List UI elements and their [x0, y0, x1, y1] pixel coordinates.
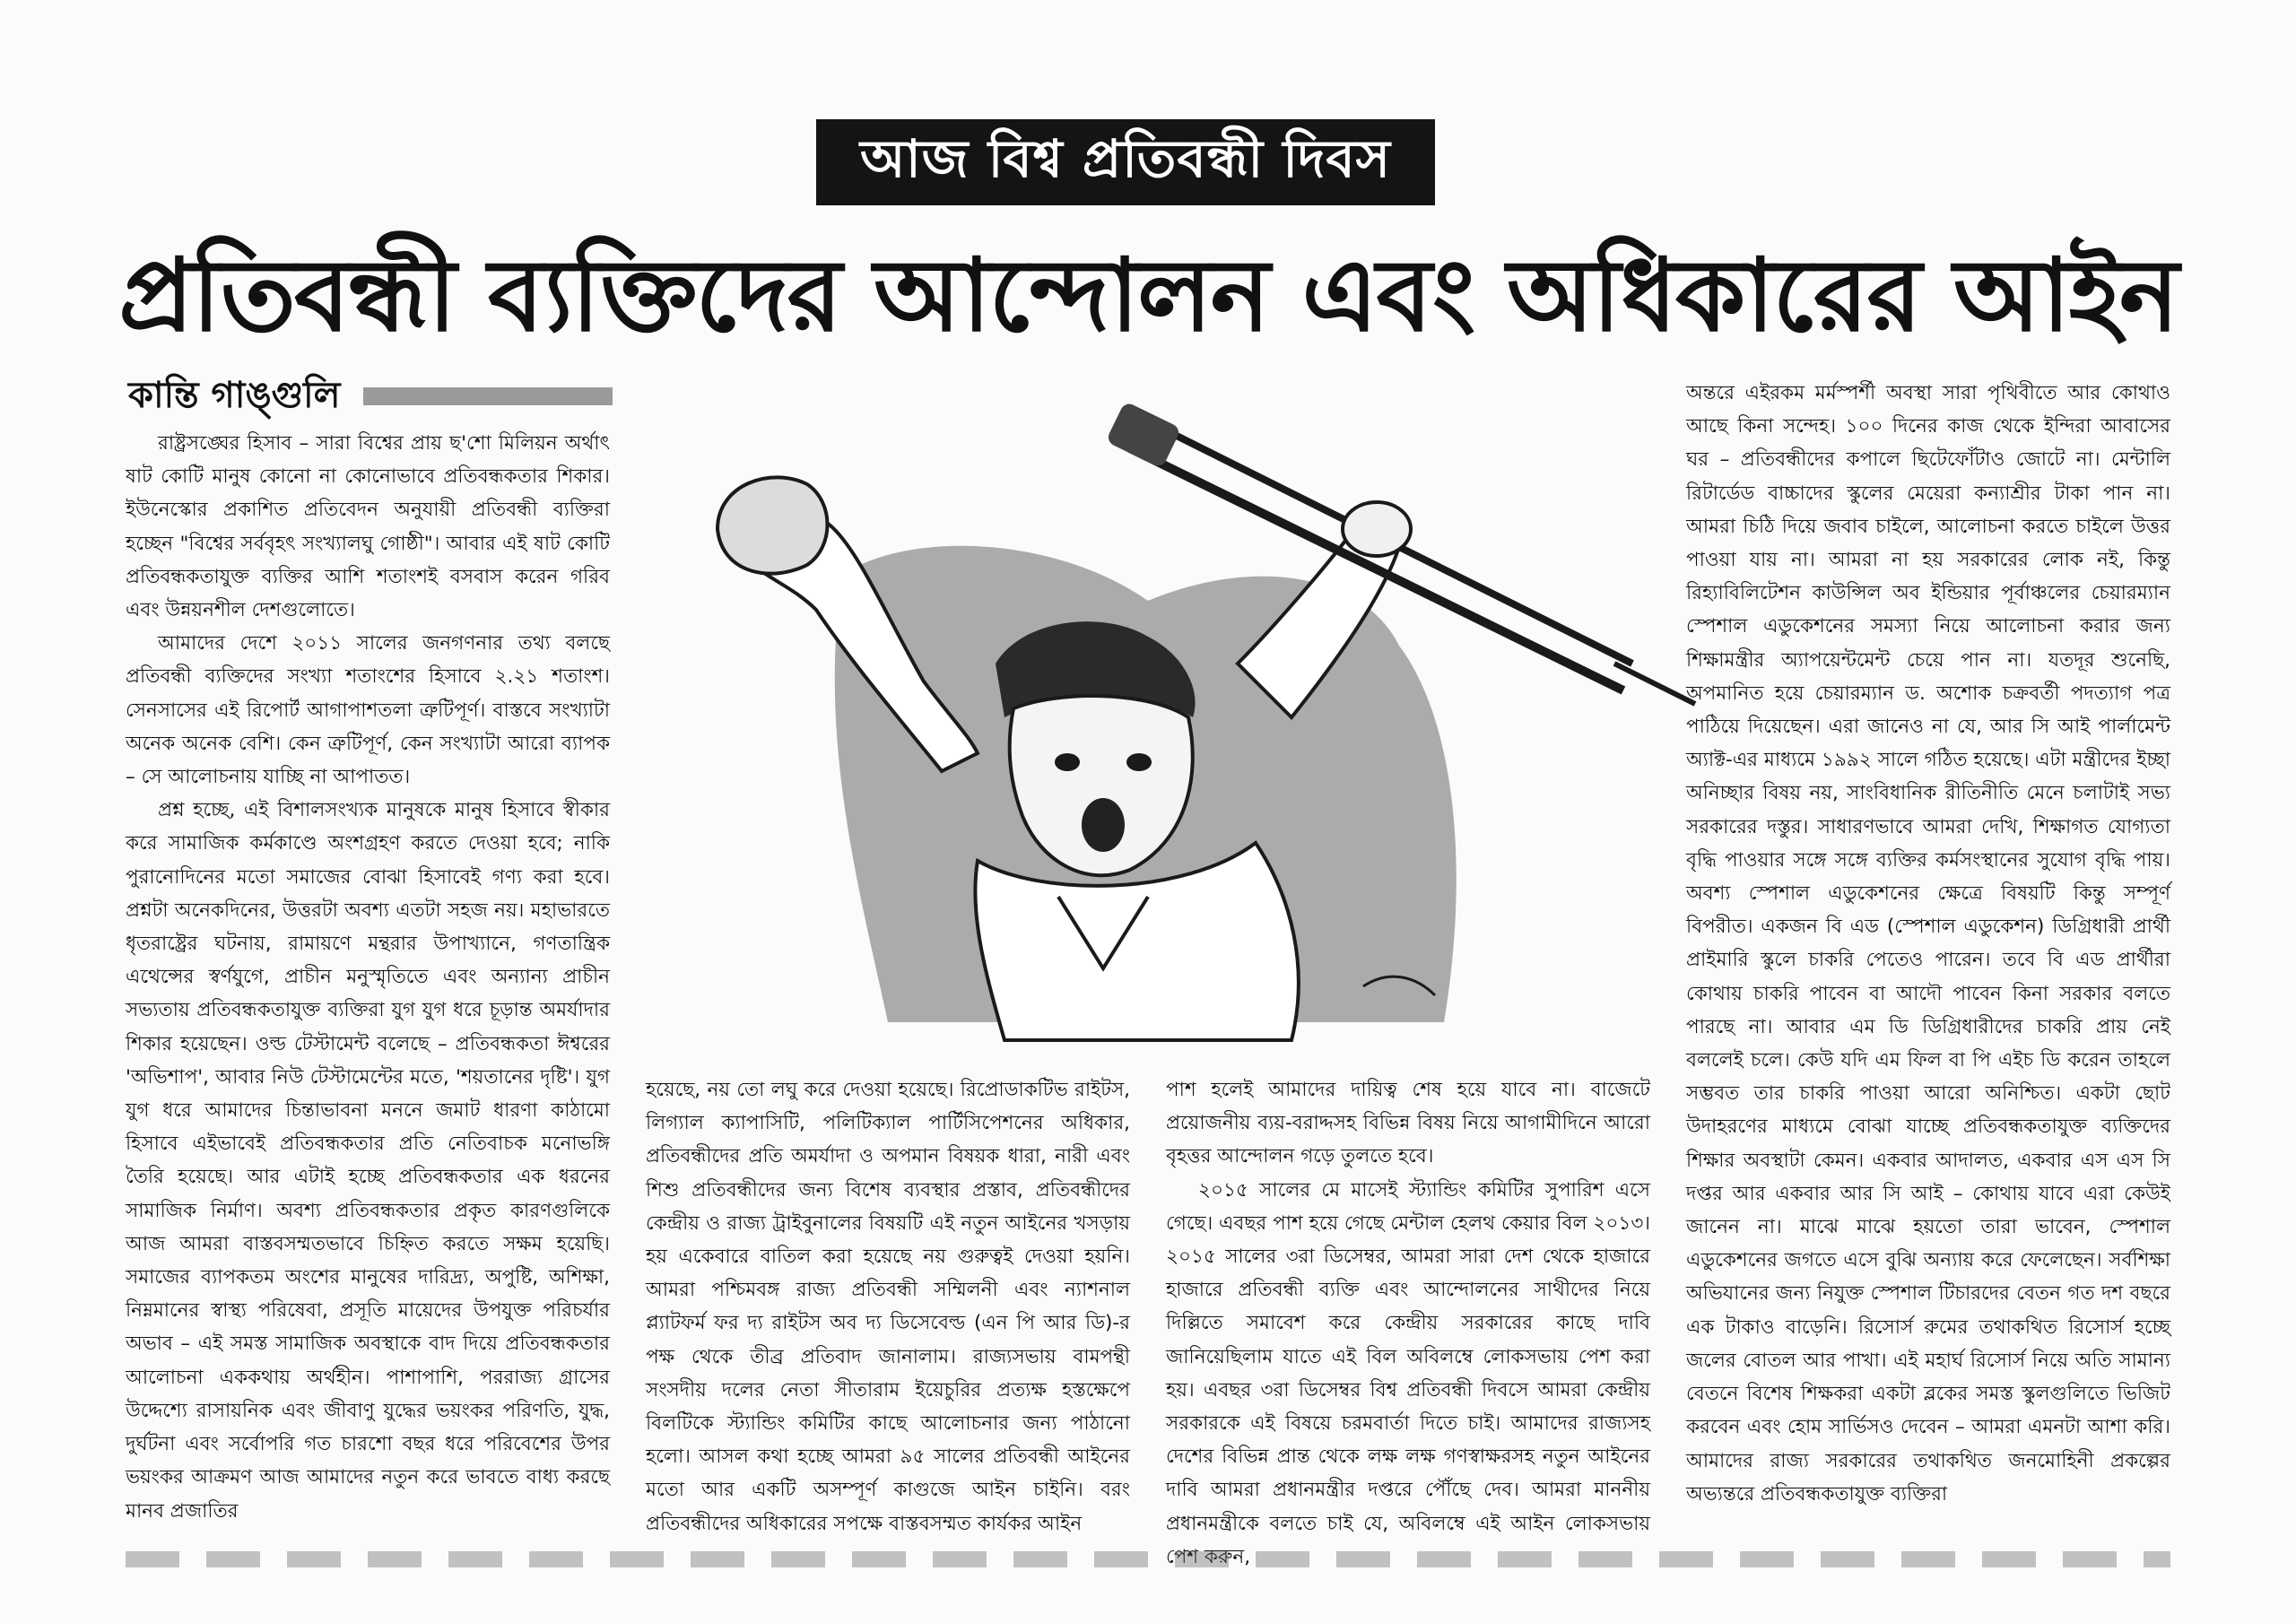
article-column-1	[126, 427, 610, 1555]
paragraph: পাশ হলেই আমাদের দায়িত্ব শেষ হয়ে যাবে না। বাজেটে প্রয়োজনীয় ব্যয়-বরাদ্দসহ বিভিন্ন বিষয় নিয়ে আগামীদিনে আরো বৃহত্তর আন্দোলন গড়ে তুলতে হবে।	[1166, 1079, 1650, 1168]
author-name: কান্তি গাঙ্গুলি	[128, 374, 341, 416]
left-fist	[718, 477, 828, 573]
article-column-3	[1166, 1073, 1650, 1568]
article-column-4	[1686, 377, 2170, 1555]
byline	[128, 369, 613, 423]
paragraph: প্রশ্ন হচ্ছে, এই বিশালসংখ্যক মানুষকে মানুষ হিসাবে স্বীকার করে সামাজিক কর্মকাণ্ডে অংশগ্রহণ করতে দেওয়া হবে; নাকি পুরানোদিনের মতো সমাজের বোঝা হিসাবেই গণ্য করা হবে। প্রশ্নটা অনেকদিনের, উত্তরটা অবশ্য এতটা সহজ নয়। মহাভারতে ধৃতরাষ্ট্রের ঘটনায়, রামায়ণে মন্থরার উপাখ্যানে, গণতান্ত্রিক এথেন্সের স্বর্ণযুগে, প্রাচীন মনুস্মৃতিতে এবং অন্যান্য প্রাচীন সভ্যতায় প্রতিবন্ধকতাযুক্ত ব্যক্তিরা যুগ যুগ ধরে চূড়ান্ত অমর্যাদার শিকার হয়েছেন। ওল্ড টেস্টামেন্ট বলেছে – প্রতিবন্ধকতা ঈশ্বরের 'অভিশাপ', আবার নিউ টেস্টামেন্টের মতে, 'শয়তানের দৃষ্টি'। যুগ যুগ ধরে আমাদের চিন্তাভাবনা মননে জমাট ধারণা কাঠামো হিসাবে এইভাবেই প্রতিবন্ধকতার প্রতি নেতিবাচক মনোভঙ্গি তৈরি হয়েছে। আর এটাই হচ্ছে প্রতিবন্ধকতার এক ধরনের সামাজিক নির্মাণ। অবশ্য প্রতিবন্ধকতার প্রকৃত কারণগুলিকে আজ আমরা বাস্তবসম্মতভাবে চিহ্নিত করতে সক্ষম হয়েছি। সমাজের ব্যাপকতম অংশের মানুষের দারিদ্র্য, অপুষ্টি, অশিক্ষা, নিম্নমানের স্বাস্থ্য পরিষেবা, প্রসূতি মায়েদের উপযুক্ত পরিচর্যার অভাব – এই সমস্ত সামাজিক অবস্থাকে বাদ দিয়ে প্রতিবন্ধকতার আলোচনা এককথায় অর্থহীন। পাশাপাশি, পররাজ্য গ্রাসের উদ্দেশ্যে রাসায়নিক এবং জীবাণু যুদ্ধের ভয়ংকর পরিণতি, যুদ্ধ, দুর্ঘটনা এবং সর্বোপরি গত চারশো বছর ধরে পরিবেশের উপর ভয়ংকর আক্রমণ আজ আমাদের নতুন করে ভাবতে বাধ্য করছে মানব প্রজাতির	[126, 799, 610, 1523]
right-fist	[1343, 502, 1411, 556]
paragraph: রাষ্ট্রসঙ্ঘের হিসাব – সারা বিশ্বের প্রায় ছ'শো মিলিয়ন অর্থাৎ ষাট কোটি মানুষ কোনো না কোনোভাবে প্রতিবন্ধকতার শিকার। ইউনেস্কোর প্রকাশিত প্রতিবেদন অনুযায়ী প্রতিবন্ধী ব্যক্তিরা হচ্ছেন "বিশ্বের সর্ববৃহৎ সংখ্যালঘু গোষ্ঠী"। আবার এই ষাট কোটি প্রতিবন্ধকতাযুক্ত ব্যক্তির আশি শতাংশই বসবাস করেন গরিব এবং উন্নয়নশীল দেশগুলোতে।	[126, 432, 610, 622]
headline: প্রতিবন্ধী ব্যক্তিদের আন্দোলন এবং অধিকারের আইন	[118, 238, 2178, 354]
cut-off-text-line	[126, 1551, 2170, 1567]
byline-rule	[363, 387, 613, 405]
protester-with-crutch-illustration	[682, 395, 1668, 1058]
article-column-2	[646, 1073, 1130, 1555]
shouting-mouth	[1082, 798, 1125, 852]
kicker-banner: আজ বিশ্ব প্রতিবন্ধী দিবস	[816, 119, 1435, 205]
right-eye	[1126, 753, 1152, 771]
paragraph: অন্তরে এইরকম মর্মস্পর্শী অবস্থা সারা পৃথিবীতে আর কোথাও আছে কিনা সন্দেহ। ১০০ দিনের কাজ থেকে ইন্দিরা আবাসের ঘর – প্রতিবন্ধীদের কপালে ছিটেফোঁটাও জোটে না। মেন্টালি রিটার্ডেড বাচ্চাদের স্কুলের মেয়েরা কন্যাশ্রীর টাকা পান না। আমরা চিঠি দিয়ে জবাব চাইলে, আলোচনা করতে চাইলে উত্তর পাওয়া যায় না। আমরা না হয় সরকারের লোক নই, কিন্তু রিহ্যাবিলিটেশন কাউন্সিল অব ইন্ডিয়ার পূর্বাঞ্চলের চেয়ারম্যান স্পেশাল এডুকেশনের সমস্যা নিয়ে আলোচনা করার জন্য শিক্ষামন্ত্রীর অ্যাপয়েন্টমেন্ট চেয়ে পান না। যতদূর শুনেছি, অপমানিত হয়ে চেয়ারম্যান ড. অশোক চক্রবর্তী পদত্যাগ পত্র পাঠিয়ে দিয়েছেন। এরা জানেও না যে, আর সি আই পার্লামেন্ট অ্যাক্ট-এর মাধ্যমে ১৯৯২ সালে গঠিত হয়েছে। এটা মন্ত্রীদের ইচ্ছা অনিচ্ছার বিষয় নয়, সাংবিধানিক রীতিনীতি মেনে চলাটাই সভ্য সরকারের দস্তুর। সাধারণভাবে আমরা দেখি, শিক্ষাগত যোগ্যতা বৃদ্ধি পাওয়ার সঙ্গে সঙ্গে ব্যক্তির কর্মসংস্থানের সুযোগ বৃদ্ধি পায়। অবশ্য স্পেশাল এডুকেশনের ক্ষেত্রে বিষয়টি কিন্তু সম্পূর্ণ বিপরীত। একজন বি এড (স্পেশাল এডুকেশন) ডিগ্রিধারী প্রার্থী প্রাইমারি স্কুলে চাকরি পেতেও পারেন। তবে বি এড প্রার্থীরা কোথায় চাকরি পাবেন বা আদৌ পাবেন কিনা সরকার বলতে পারছে না। আবার এম ডি ডিগ্রিধারীদের চাকরি প্রায় নেই বললেই চলে। কেউ যদি এম ফিল বা পি এইচ ডি করেন তাহলে সম্ভবত তার চাকরি পাওয়া আরো অনিশ্চিত। একটা ছোট উদাহরণের মাধ্যমে বোঝা যাচ্ছে প্রতিবন্ধকতাযুক্ত ব্যক্তিদের শিক্ষার অবস্থাটা কেমন। একবার আদালত, একবার এস এস সি দপ্তর আর একবার আর সি আই – কোথায় যাবে এরা কেউই জানেন না। মাঝে মাঝে হয়তো তারা ভাবেন, স্পেশাল এডুকেশনের জগতে এসে বুঝি অন্যায় করে ফেলেছেন। সর্বশিক্ষা অভিযানের জন্য নিযুক্ত স্পেশাল টিচারদের বেতন গত দশ বছরে এক টাকাও বাড়েনি। রিসোর্স রুমের তথাকথিত রিসোর্স হচ্ছে জলের বোতল আর পাখা। এই মহার্ঘ রিসোর্স নিয়ে অতি সামান্য বেতনে বিশেষ শিক্ষকরা একটা ব্লকের সমস্ত স্কুলগুলিতে ভিজিট করবেন এবং হোম সার্ভিসও দেবেন – আমরা এমনটা আশা করি। আমাদের রাজ্য সরকারের তথাকথিত জনমোহিনী প্রকল্পের অভ্যন্তরে প্রতিবন্ধকতাযুক্ত ব্যক্তিরা	[1686, 382, 2170, 1506]
paragraph: আমাদের দেশে ২০১১ সালের জনগণনার তথ্য বলছে প্রতিবন্ধী ব্যক্তিদের সংখ্যা শতাংশের হিসাবে ২.২১ শতাংশ। সেনসাসের এই রিপোর্ট আগাপাশতলা ত্রুটিপূর্ণ। বাস্তবে সংখ্যাটা অনেক অনেক বেশি। কেন ত্রুটিপূর্ণ, কেন সংখ্যাটা আরো ব্যাপক – সে আলোচনায় যাচ্ছি না আপাতত।	[126, 632, 610, 789]
paragraph: হয়েছে, নয় তো লঘু করে দেওয়া হয়েছে। রিপ্রোডাকটিভ রাইটস, লিগ্যাল ক্যাপাসিটি, পলিটিক্যাল পার্টিসিপেশনের অধিকার, প্রতিবন্ধীদের প্রতি অমর্যাদা ও অপমান বিষয়ক ধারা, নারী এবং শিশু প্রতিবন্ধীদের জন্য বিশেষ ব্যবস্থার প্রস্তাব, প্রতিবন্ধীদের কেন্দ্রীয় ও রাজ্য ট্রাইবুনালের বিষয়টি এই নতুন আইনের খসড়ায় হয় একেবারে বাতিল করা হয়েছে নয় গুরুত্বই দেওয়া হয়নি। আমরা পশ্চিমবঙ্গ রাজ্য প্রতিবন্ধী সম্মিলনী এবং ন্যাশনাল প্ল্যাটফর্ম ফর দ্য রাইটস অব দ্য ডিসেবেল্ড (এন পি আর ডি)-র পক্ষ থেকে তীব্র প্রতিবাদ জানালাম। রাজ্যসভায় বামপন্থী সংসদীয় দলের নেতা সীতারাম ইয়েচুরির প্রত্যক্ষ হস্তক্ষেপে বিলটিকে স্ট্যান্ডিং কমিটির কাছে আলোচনার জন্য পাঠানো হলো। আসল কথা হচ্ছে আমরা ৯৫ সালের প্রতিবন্ধী আইনের মতো আর একটি অসম্পূর্ণ কাগুজে আইন চাইনি। বরং প্রতিবন্ধীদের অধিকারের সপক্ষে বাস্তবসম্মত কার্যকর আইন	[646, 1079, 1130, 1535]
left-eye	[1055, 753, 1080, 771]
paragraph: ২০১৫ সালের মে মাসেই স্ট্যান্ডিং কমিটির সুপারিশ এসে গেছে। এবছর পাশ হয়ে গেছে মেন্টাল হেলথ কেয়ার বিল ২০১৩। ২০১৫ সালের ৩রা ডিসেম্বর, আমরা সারা দেশ থেকে হাজারে হাজারে প্রতিবন্ধী ব্যক্তি এবং আন্দোলনের সাথীদের নিয়ে দিল্লিতে সমাবেশ করে কেন্দ্রীয় সরকারের কাছে দাবি জানিয়েছিলাম যাতে এই বিল অবিলম্বে লোকসভায় পেশ করা হয়। এবছর ৩রা ডিসেম্বর বিশ্ব প্রতিবন্ধী দিবসে আমরা কেন্দ্রীয় সরকারকে এই বিষয়ে চরমবার্তা দিতে চাই। আমাদের রাজ্যসহ দেশের বিভিন্ন প্রান্ত থেকে লক্ষ লক্ষ গণস্বাক্ষরসহ নতুন আইনের দাবি আমরা প্রধানমন্ত্রীর দপ্তরে পৌঁছে দেব। আমরা মাননীয় প্রধানমন্ত্রীকে বলতে চাই যে, অবিলম্বে এই আইন লোকসভায় পেশ করুন,	[1166, 1178, 1650, 1568]
